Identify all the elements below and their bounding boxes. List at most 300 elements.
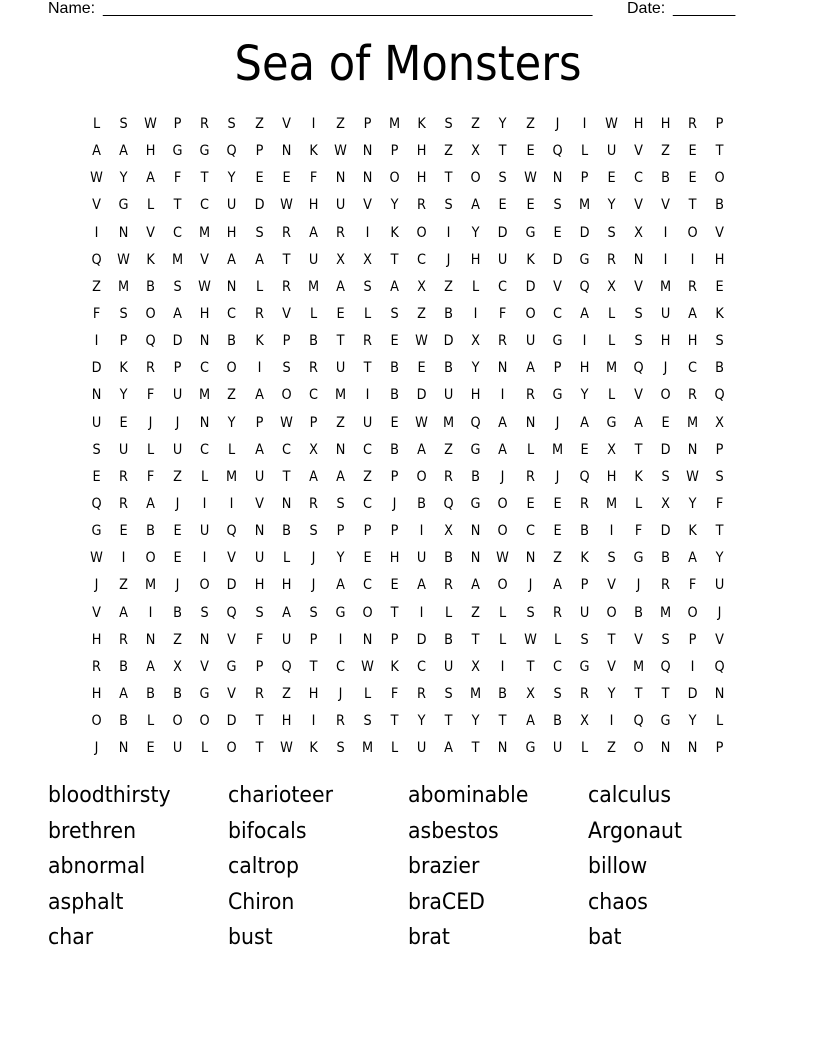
- grid-letter: V: [634, 387, 643, 404]
- grid-letter: T: [444, 713, 453, 730]
- grid-letter: V: [634, 197, 643, 214]
- grid-letter: A: [308, 224, 318, 241]
- grid-letter: Y: [688, 713, 697, 730]
- grid-letter: Y: [688, 495, 697, 512]
- grid-letter: W: [90, 550, 103, 567]
- grid-letter: N: [254, 523, 264, 540]
- grid-letter: O: [497, 523, 509, 540]
- grid-letter: S: [173, 278, 182, 295]
- grid-letter: U: [335, 197, 346, 214]
- grid-letter: X: [525, 685, 535, 702]
- grid-letter: R: [92, 658, 102, 675]
- grid-letter: L: [580, 143, 588, 160]
- grid-letter: Q: [579, 278, 590, 295]
- grid-letter: L: [363, 685, 372, 702]
- grid-letter: P: [363, 116, 372, 132]
- grid-letter: O: [416, 224, 427, 241]
- grid-letter: T: [282, 468, 291, 485]
- grid-letter: B: [444, 360, 454, 377]
- grid-letter: D: [525, 278, 536, 295]
- grid-letter: I: [609, 713, 614, 730]
- grid-letter: L: [147, 441, 155, 458]
- grid-letter: B: [661, 170, 670, 187]
- grid-letter: Y: [228, 170, 236, 187]
- grid-letter: U: [444, 658, 454, 675]
- grid-letter: T: [390, 251, 399, 268]
- grid-letter: S: [363, 278, 372, 295]
- grid-letter: D: [91, 360, 102, 377]
- grid-letter: W: [279, 197, 293, 214]
- grid-letter: E: [715, 278, 724, 295]
- grid-letter: T: [634, 685, 643, 702]
- grid-letter: K: [146, 251, 155, 268]
- grid-letter: Z: [92, 278, 101, 295]
- grid-letter: R: [525, 468, 535, 485]
- grid-letter: W: [496, 550, 510, 567]
- grid-letter: L: [499, 631, 507, 648]
- word-list-item: Chiron: [228, 889, 295, 915]
- grid-letter: J: [555, 116, 560, 132]
- grid-letter: J: [338, 685, 343, 702]
- grid-letter: B: [471, 468, 481, 485]
- grid-letter: E: [688, 170, 697, 187]
- grid-letter: E: [553, 523, 562, 540]
- grid-letter: G: [470, 495, 481, 512]
- grid-letter: E: [525, 143, 535, 160]
- grid-letter: A: [335, 468, 345, 485]
- grid-letter: H: [145, 143, 156, 160]
- grid-letter: M: [632, 658, 644, 675]
- grid-letter: L: [228, 441, 236, 458]
- grid-letter: X: [606, 278, 616, 295]
- grid-letter: A: [119, 685, 129, 702]
- grid-letter: I: [365, 387, 370, 404]
- grid-letter: I: [446, 224, 451, 241]
- grid-letter: U: [552, 740, 562, 757]
- grid-letter: H: [714, 251, 725, 268]
- grid-letter: R: [688, 278, 698, 295]
- grid-letter: V: [227, 550, 237, 567]
- grid-letter: W: [415, 414, 429, 431]
- grid-letter: C: [227, 305, 237, 322]
- grid-letter: A: [254, 387, 264, 404]
- grid-letter: E: [553, 495, 562, 512]
- grid-letter: Z: [525, 116, 535, 132]
- grid-letter: T: [309, 658, 318, 675]
- grid-letter: B: [498, 685, 508, 702]
- grid-letter: W: [144, 116, 158, 132]
- word-list-item: bat: [588, 925, 622, 950]
- word-list-item: calculus: [588, 783, 672, 808]
- grid-letter: D: [660, 441, 671, 458]
- grid-letter: D: [416, 387, 427, 404]
- grid-letter: Z: [661, 143, 670, 160]
- grid-letter: R: [362, 333, 372, 350]
- grid-letter: I: [419, 523, 424, 540]
- grid-letter: Y: [471, 713, 480, 730]
- grid-letter: U: [416, 550, 427, 567]
- word-list-item: abnormal: [48, 854, 146, 879]
- grid-letter: Q: [226, 604, 238, 621]
- grid-letter: L: [363, 305, 372, 322]
- grid-letter: L: [472, 278, 480, 295]
- grid-letter: C: [417, 658, 427, 675]
- grid-letter: S: [200, 604, 210, 621]
- grid-letter: R: [281, 278, 291, 295]
- grid-letter: M: [226, 468, 238, 485]
- grid-letter: I: [230, 495, 234, 512]
- grid-letter: E: [363, 550, 372, 567]
- grid-letter: Z: [254, 116, 264, 132]
- grid-letter: V: [92, 604, 101, 621]
- grid-letter: T: [499, 143, 507, 160]
- grid-letter: K: [580, 550, 589, 567]
- word-list-item: brethren: [48, 818, 137, 844]
- grid-letter: S: [336, 740, 345, 757]
- grid-letter: Y: [336, 550, 345, 567]
- grid-letter: I: [94, 224, 99, 241]
- grid-letter: M: [551, 441, 563, 458]
- grid-letter: O: [226, 360, 238, 377]
- grid-letter: O: [687, 604, 698, 621]
- grid-letter: B: [146, 685, 156, 702]
- grid-letter: B: [444, 305, 454, 322]
- grid-letter: S: [119, 305, 128, 322]
- grid-letter: U: [335, 360, 346, 377]
- grid-letter: N: [525, 414, 535, 431]
- grid-letter: F: [147, 387, 155, 404]
- grid-letter: H: [200, 305, 210, 322]
- grid-letter: B: [390, 360, 399, 377]
- grid-letter: B: [308, 333, 318, 350]
- word-list-item: chaos: [588, 889, 648, 915]
- grid-letter: E: [607, 170, 616, 187]
- grid-letter: S: [634, 305, 643, 322]
- grid-letter: F: [255, 631, 263, 648]
- grid-letter: T: [173, 197, 182, 214]
- grid-letter: D: [660, 523, 671, 540]
- grid-letter: X: [471, 658, 481, 675]
- grid-letter: X: [444, 523, 454, 540]
- grid-letter: A: [146, 658, 156, 675]
- grid-letter: O: [91, 713, 102, 730]
- grid-letter: V: [715, 631, 725, 648]
- grid-letter: S: [607, 550, 616, 567]
- grid-letter: P: [580, 577, 589, 594]
- grid-letter: H: [606, 468, 617, 485]
- grid-letter: S: [580, 631, 589, 648]
- grid-letter: Y: [715, 550, 724, 567]
- grid-letter: Y: [417, 713, 426, 730]
- grid-letter: O: [633, 740, 644, 757]
- grid-letter: W: [117, 251, 131, 268]
- grid-letter: A: [471, 577, 481, 594]
- grid-letter: I: [203, 495, 207, 512]
- grid-letter: V: [363, 197, 372, 214]
- grid-letter: P: [282, 333, 291, 350]
- grid-letter: S: [336, 495, 345, 512]
- grid-letter: U: [173, 387, 183, 404]
- grid-letter: J: [636, 577, 641, 594]
- grid-letter: L: [580, 740, 588, 757]
- grid-letter: T: [336, 333, 345, 350]
- grid-letter: N: [91, 387, 102, 404]
- grid-letter: K: [715, 305, 724, 322]
- grid-letter: T: [715, 143, 724, 160]
- grid-letter: O: [524, 305, 536, 322]
- grid-letter: O: [470, 170, 481, 187]
- grid-letter: N: [471, 550, 481, 567]
- grid-letter: S: [255, 224, 264, 241]
- grid-letter: T: [444, 170, 453, 187]
- grid-letter: M: [659, 604, 672, 621]
- grid-letter: T: [255, 713, 264, 730]
- grid-letter: J: [717, 604, 722, 621]
- grid-letter: A: [254, 441, 264, 458]
- grid-letter: F: [499, 305, 507, 322]
- grid-letter: O: [660, 387, 671, 404]
- grid-letter: A: [417, 441, 427, 458]
- grid-letter: L: [634, 495, 643, 512]
- name-field-line: _______________________________________________________: [103, 0, 593, 17]
- grid-letter: L: [147, 713, 155, 730]
- grid-letter: B: [173, 685, 183, 702]
- grid-letter: J: [311, 577, 316, 594]
- grid-letter: M: [199, 224, 211, 241]
- grid-letter: C: [688, 360, 698, 377]
- grid-letter: G: [579, 658, 590, 675]
- grid-letter: V: [552, 278, 562, 295]
- grid-letter: A: [634, 414, 643, 431]
- grid-letter: M: [605, 495, 617, 512]
- grid-letter: M: [307, 278, 319, 295]
- grid-letter: H: [416, 170, 427, 187]
- grid-letter: M: [443, 414, 455, 431]
- grid-letter: O: [497, 577, 509, 594]
- grid-letter: A: [525, 360, 535, 377]
- grid-letter: U: [444, 387, 454, 404]
- grid-letter: Y: [390, 197, 399, 214]
- grid-letter: Z: [227, 387, 237, 404]
- grid-letter: C: [281, 441, 291, 458]
- grid-letter: U: [579, 604, 589, 621]
- grid-letter: O: [687, 224, 698, 241]
- grid-letter: Z: [417, 305, 427, 322]
- grid-letter: A: [498, 414, 508, 431]
- grid-letter: B: [227, 333, 237, 350]
- grid-letter: M: [389, 116, 401, 132]
- grid-letter: P: [173, 116, 182, 132]
- grid-letter: X: [308, 441, 318, 458]
- grid-letter: B: [444, 550, 454, 567]
- grid-letter: T: [471, 740, 480, 757]
- grid-letter: Q: [226, 523, 238, 540]
- grid-letter: L: [201, 740, 209, 757]
- grid-letter: J: [94, 740, 99, 757]
- grid-letter: N: [335, 170, 346, 187]
- grid-letter: T: [715, 523, 724, 540]
- grid-letter: P: [390, 523, 399, 540]
- grid-letter: P: [553, 360, 562, 377]
- grid-letter: E: [390, 577, 399, 594]
- grid-letter: P: [390, 631, 399, 648]
- grid-letter: U: [118, 441, 129, 458]
- grid-letter: I: [473, 305, 478, 322]
- grid-letter: Y: [471, 224, 480, 241]
- grid-letter: F: [715, 495, 724, 512]
- grid-letter: B: [661, 550, 670, 567]
- grid-letter: U: [525, 333, 535, 350]
- grid-letter: V: [634, 631, 643, 648]
- grid-letter: M: [118, 278, 130, 295]
- grid-letter: F: [634, 523, 643, 540]
- grid-letter: V: [634, 143, 643, 160]
- grid-letter: X: [606, 441, 616, 458]
- grid-letter: P: [119, 333, 128, 350]
- grid-letter: T: [634, 441, 643, 458]
- grid-letter: X: [715, 414, 725, 431]
- grid-letter: B: [715, 197, 725, 214]
- grid-letter: O: [199, 713, 210, 730]
- grid-letter: I: [148, 604, 153, 621]
- grid-letter: T: [200, 170, 209, 187]
- word-list-item: asphalt: [48, 889, 124, 915]
- grid-letter: U: [91, 414, 102, 431]
- grid-letter: N: [227, 278, 237, 295]
- grid-letter: X: [661, 495, 670, 512]
- word-list-item: brazier: [408, 854, 480, 879]
- grid-letter: J: [311, 550, 316, 567]
- grid-letter: D: [172, 333, 183, 350]
- grid-letter: E: [255, 170, 264, 187]
- grid-letter: N: [552, 170, 562, 187]
- grid-letter: U: [200, 523, 210, 540]
- grid-letter: I: [311, 713, 316, 730]
- grid-letter: X: [363, 251, 372, 268]
- grid-letter: H: [281, 713, 292, 730]
- grid-letter: A: [119, 604, 129, 621]
- grid-letter: U: [308, 251, 319, 268]
- grid-letter: Q: [633, 360, 644, 377]
- grid-letter: R: [119, 631, 129, 648]
- grid-letter: I: [365, 224, 370, 241]
- grid-letter: W: [415, 333, 429, 350]
- grid-letter: M: [470, 685, 482, 702]
- grid-letter: N: [687, 441, 698, 458]
- grid-letter: N: [200, 333, 210, 350]
- grid-letter: U: [416, 740, 427, 757]
- grid-letter: L: [607, 333, 615, 350]
- grid-letter: J: [446, 251, 451, 268]
- grid-letter: A: [688, 305, 698, 322]
- grid-letter: Q: [660, 658, 671, 675]
- grid-letter: A: [254, 251, 264, 268]
- grid-letter: O: [172, 713, 183, 730]
- grid-letter: S: [282, 360, 291, 377]
- grid-letter: O: [199, 577, 210, 594]
- grid-letter: D: [552, 251, 563, 268]
- grid-letter: H: [471, 387, 481, 404]
- grid-letter: S: [553, 197, 562, 214]
- grid-letter: I: [94, 333, 99, 350]
- grid-letter: H: [91, 685, 102, 702]
- grid-letter: R: [335, 713, 345, 730]
- grid-letter: Y: [580, 387, 589, 404]
- grid-letter: P: [715, 116, 724, 132]
- grid-letter: J: [555, 414, 560, 431]
- grid-letter: G: [552, 387, 563, 404]
- grid-letter: V: [281, 305, 291, 322]
- grid-letter: R: [281, 224, 291, 241]
- grid-letter: X: [579, 713, 589, 730]
- grid-letter: A: [579, 414, 589, 431]
- grid-letter: Z: [471, 116, 481, 132]
- word-list-item: bloodthirsty: [48, 783, 171, 808]
- grid-letter: D: [579, 224, 590, 241]
- grid-letter: Y: [471, 360, 480, 377]
- grid-letter: T: [688, 197, 697, 214]
- grid-letter: G: [606, 414, 617, 431]
- grid-letter: R: [606, 251, 616, 268]
- grid-letter: I: [311, 116, 316, 132]
- grid-letter: R: [525, 387, 535, 404]
- grid-letter: C: [362, 441, 372, 458]
- grid-letter: K: [525, 251, 535, 268]
- grid-letter: A: [688, 550, 698, 567]
- grid-letter: Z: [281, 685, 291, 702]
- grid-letter: D: [687, 685, 698, 702]
- grid-letter: K: [309, 740, 318, 757]
- grid-letter: I: [501, 387, 505, 404]
- grid-letter: M: [361, 740, 374, 757]
- grid-letter: R: [308, 360, 318, 377]
- grid-letter: B: [173, 604, 183, 621]
- grid-letter: X: [471, 143, 481, 160]
- grid-letter: E: [688, 143, 697, 160]
- grid-letter: T: [471, 631, 480, 648]
- letter-grid: [83, 111, 733, 762]
- grid-letter: E: [553, 224, 562, 241]
- grid-letter: B: [552, 713, 562, 730]
- grid-letter: J: [175, 414, 180, 431]
- grid-letter: O: [145, 305, 156, 322]
- grid-letter: E: [390, 414, 399, 431]
- grid-letter: W: [198, 278, 212, 295]
- grid-letter: A: [335, 278, 345, 295]
- grid-letter: G: [633, 550, 644, 567]
- grid-letter: V: [606, 577, 616, 594]
- grid-letter: W: [279, 414, 293, 431]
- grid-letter: T: [499, 713, 507, 730]
- grid-letter: Q: [443, 495, 454, 512]
- grid-letter: M: [334, 387, 346, 404]
- grid-letter: R: [688, 116, 698, 132]
- grid-letter: S: [607, 224, 616, 241]
- grid-letter: Q: [281, 658, 292, 675]
- grid-letter: F: [390, 685, 399, 702]
- grid-letter: N: [281, 495, 292, 512]
- grid-letter: C: [173, 224, 183, 241]
- grid-letter: C: [362, 577, 372, 594]
- grid-letter: X: [335, 251, 345, 268]
- grid-letter: C: [362, 495, 372, 512]
- grid-letter: T: [390, 713, 399, 730]
- grid-letter: X: [471, 333, 481, 350]
- grid-letter: B: [444, 631, 454, 648]
- grid-letter: H: [633, 116, 644, 132]
- grid-letter: A: [173, 305, 183, 322]
- grid-letter: Q: [552, 143, 563, 160]
